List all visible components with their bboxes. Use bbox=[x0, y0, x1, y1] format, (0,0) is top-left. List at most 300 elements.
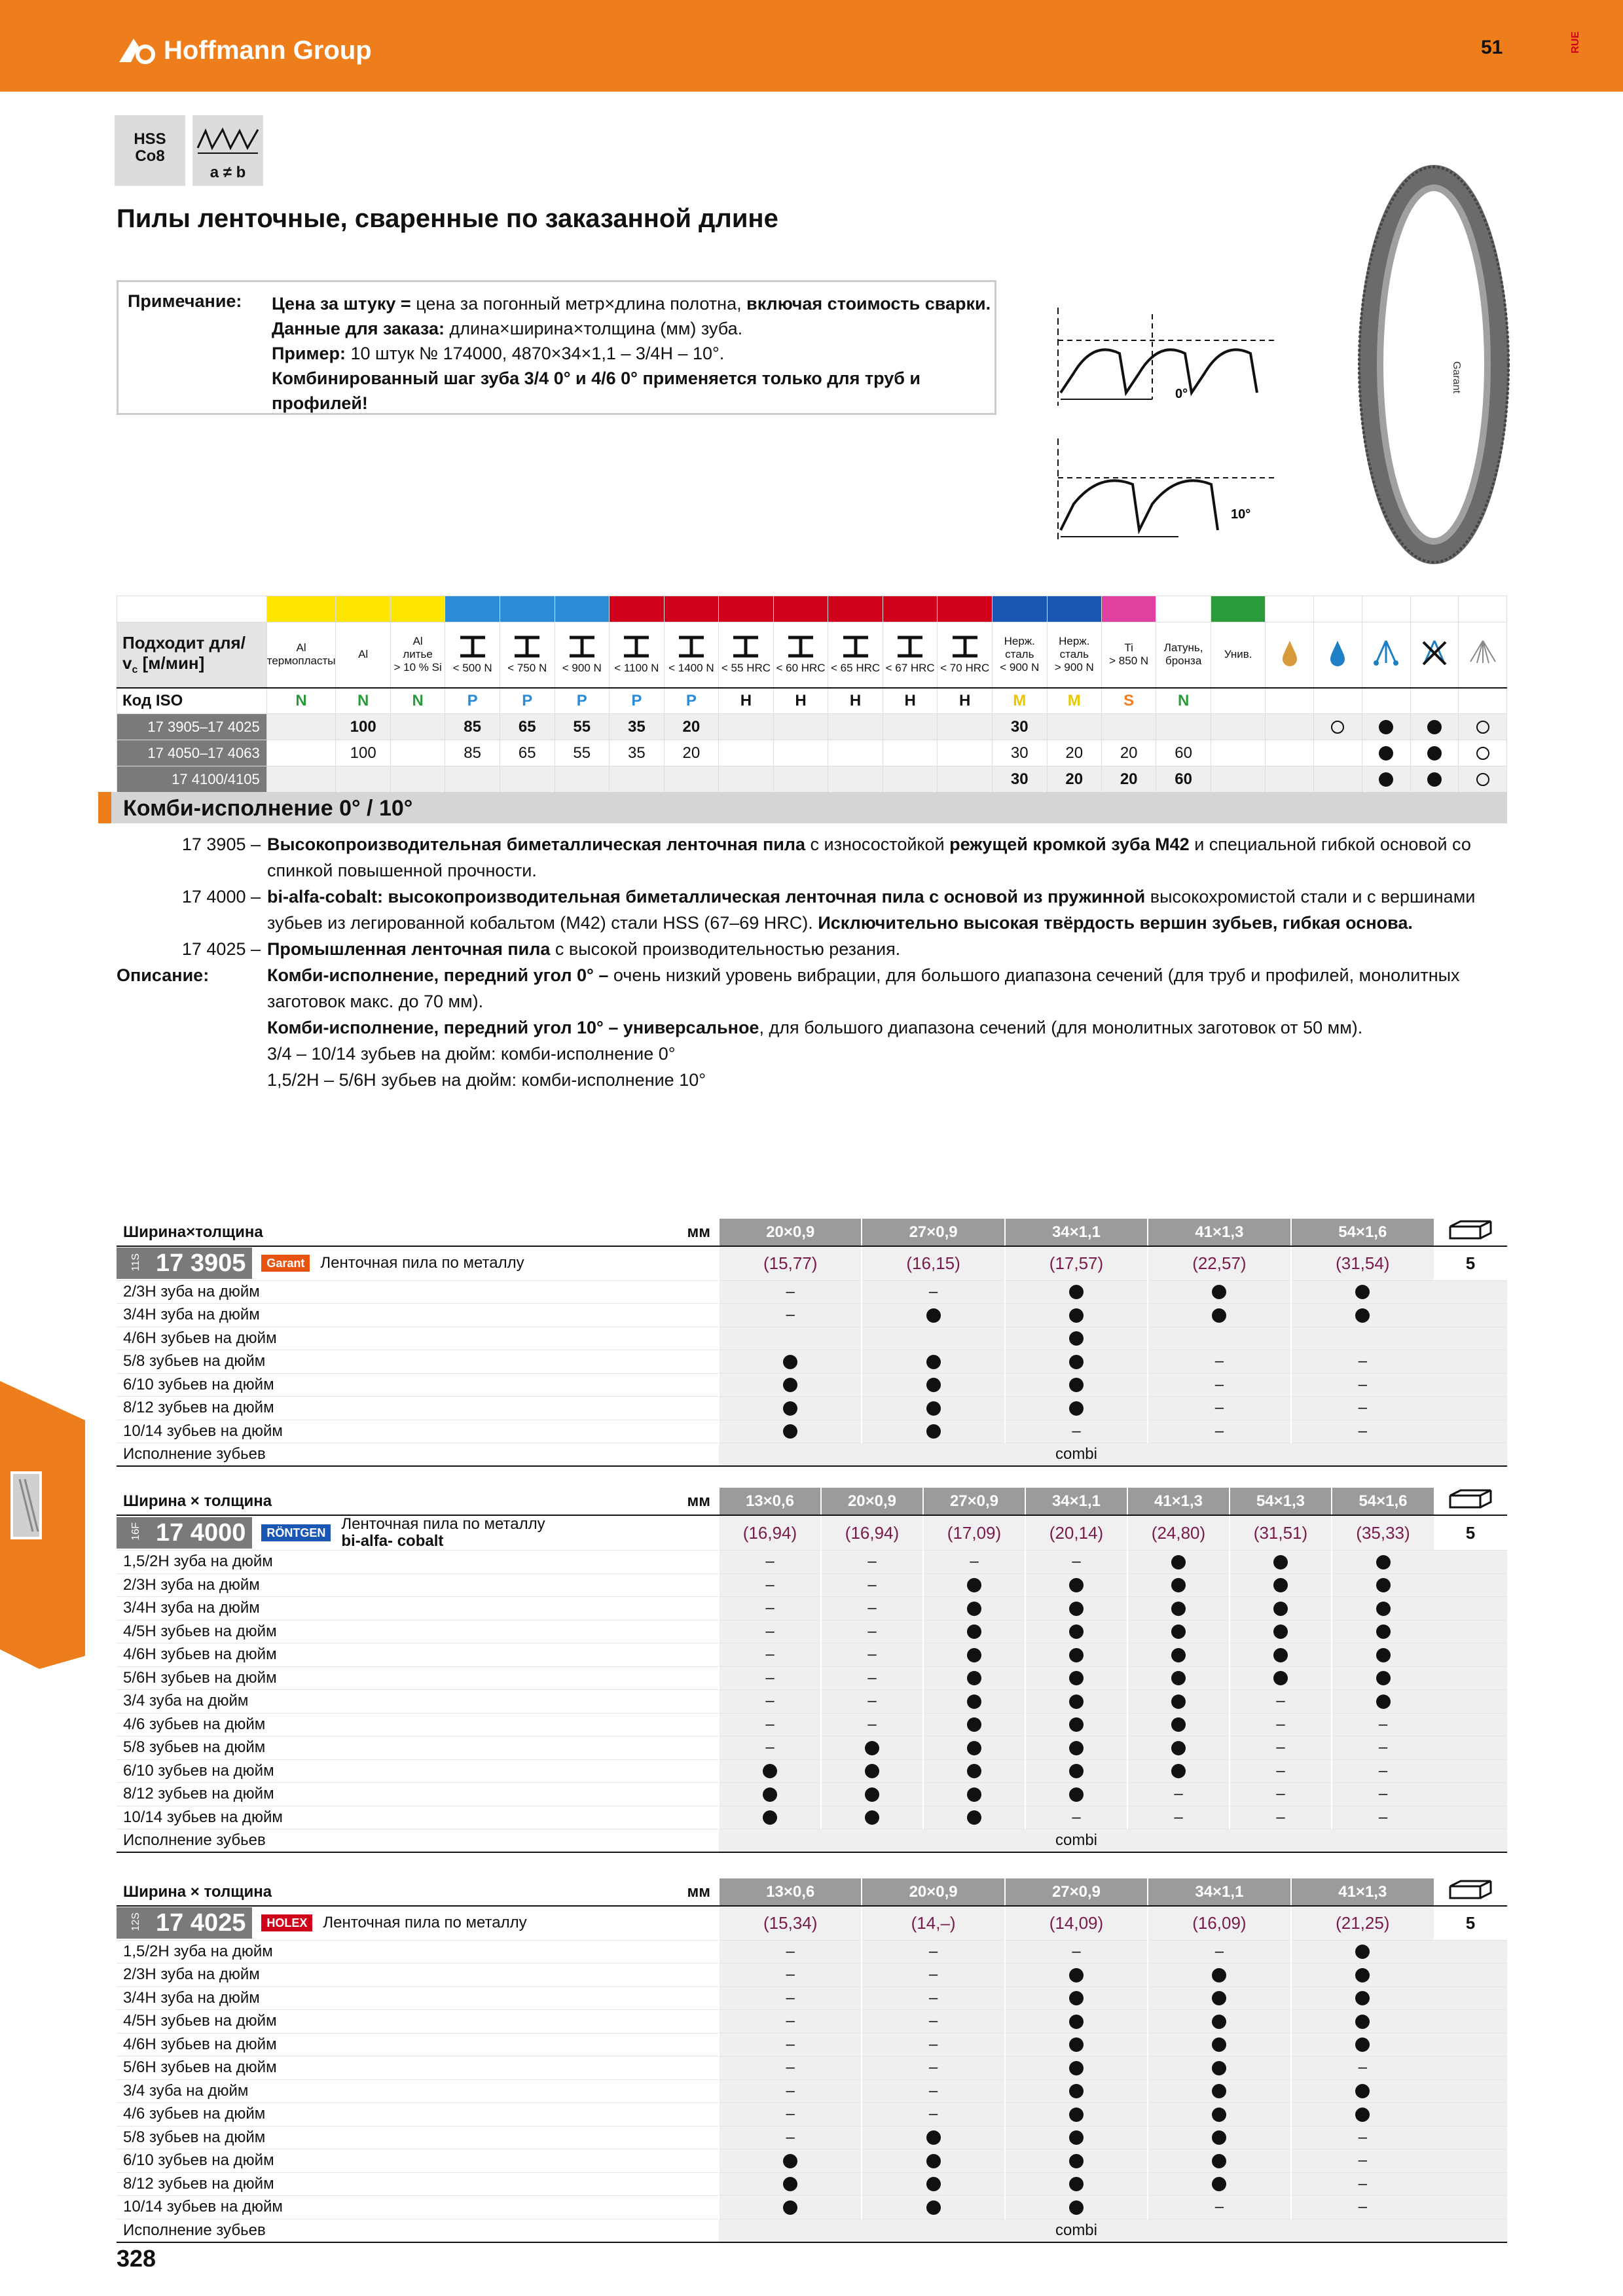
availability-cell: – bbox=[923, 1551, 1025, 1574]
filled-dot-icon bbox=[926, 1424, 941, 1439]
price-value: (16,09) bbox=[1148, 1906, 1290, 1940]
availability-cell bbox=[821, 1783, 923, 1806]
coolant-col-1 bbox=[1314, 622, 1362, 688]
bandsaw-blade-image bbox=[1355, 165, 1512, 564]
badge-line2: Co8 bbox=[135, 147, 165, 165]
tooth-pitch-label: 5/8 зубьев на дюйм bbox=[117, 1736, 719, 1760]
strip-cell bbox=[1314, 596, 1362, 622]
iso-code: H bbox=[883, 688, 938, 714]
note-l2b: длина×ширина×толщина (мм) зуба. bbox=[449, 319, 743, 338]
availability-cell bbox=[1127, 1690, 1230, 1713]
filled-dot-icon bbox=[1069, 2061, 1084, 2075]
availability-cell bbox=[1025, 1736, 1127, 1760]
availability-cell bbox=[1127, 1713, 1230, 1736]
profile-icon bbox=[566, 635, 598, 658]
material-col-17 bbox=[1211, 622, 1265, 688]
material-sub: литье bbox=[403, 648, 433, 661]
filled-dot-icon bbox=[783, 2154, 797, 2168]
filled-dot-icon bbox=[926, 2177, 941, 2191]
material-badge bbox=[115, 115, 185, 186]
mist-icon bbox=[1467, 637, 1499, 670]
application-table bbox=[117, 596, 1507, 793]
tooth-pitch-row bbox=[117, 1940, 1507, 1964]
availability-cell bbox=[1332, 1643, 1434, 1667]
tooth-pitch-label: 8/12 зубьев на дюйм bbox=[117, 1397, 719, 1420]
note-box bbox=[117, 280, 996, 415]
speed-value bbox=[390, 766, 445, 793]
tooth-pitch-label: 8/12 зубьев на дюйм bbox=[117, 2172, 719, 2196]
pack-empty bbox=[1434, 2033, 1507, 2056]
angle-10-label: 10° bbox=[1231, 507, 1251, 522]
availability-cell bbox=[821, 1759, 923, 1783]
filled-dot-icon bbox=[926, 2200, 941, 2215]
availability-cell bbox=[1148, 1986, 1290, 2010]
execution-value: combi bbox=[719, 1829, 1434, 1853]
availability-cell bbox=[1148, 2033, 1290, 2056]
speed-value bbox=[773, 740, 828, 766]
speed-value: 35 bbox=[610, 714, 665, 740]
filled-dot-icon bbox=[1212, 2015, 1226, 2029]
description-text bbox=[267, 962, 1511, 1014]
speed-value: 60 bbox=[1156, 766, 1211, 793]
page-number: 51 bbox=[1481, 37, 1503, 58]
filled-dot-icon bbox=[1069, 1308, 1084, 1323]
speed-value bbox=[883, 714, 938, 740]
page-title: Пилы ленточные, сваренные по заказанной длине bbox=[117, 204, 778, 233]
tooth-pitch-label: 5/6H зубьев на дюйм bbox=[117, 2056, 719, 2080]
availability-cell: – bbox=[719, 1643, 821, 1667]
availability-cell bbox=[1127, 1551, 1230, 1574]
strip-cell bbox=[555, 596, 610, 622]
filled-dot-icon bbox=[1212, 2130, 1226, 2145]
product-table-174000 bbox=[117, 1488, 1507, 1853]
blade-brand-label: Garant bbox=[1451, 361, 1462, 393]
profile-icon bbox=[675, 635, 708, 658]
iso-code: H bbox=[938, 688, 993, 714]
note-l1c: включая стоимость сварки. bbox=[746, 294, 991, 314]
filled-dot-icon bbox=[1171, 1741, 1186, 1755]
filled-dot-icon bbox=[1069, 2084, 1084, 2098]
filled-dot-icon bbox=[1355, 2015, 1370, 2029]
availability-cell bbox=[1230, 1620, 1332, 1643]
note-l3b: 10 штук № 174000, 4870×34×1,1 – 3/4H – 10°. bbox=[350, 344, 725, 363]
tooth-pitch-row bbox=[117, 1783, 1507, 1806]
filled-dot-icon bbox=[783, 1378, 797, 1392]
tooth-pitch-row bbox=[117, 1327, 1507, 1350]
execution-label: Исполнение зубьев bbox=[117, 1829, 719, 1853]
availability-cell bbox=[719, 2172, 862, 2196]
availability-cell bbox=[1148, 1327, 1290, 1350]
description-fragment: с износостойкой bbox=[810, 834, 950, 854]
size-value: 20×0,9 bbox=[719, 1219, 862, 1246]
availability-cell bbox=[1025, 1643, 1127, 1667]
availability-cell: – bbox=[719, 1280, 862, 1304]
open-dot-icon bbox=[1476, 721, 1489, 734]
material-col-1 bbox=[336, 622, 390, 688]
filled-dot-icon bbox=[1427, 720, 1442, 734]
availability-cell: – bbox=[862, 2103, 1004, 2126]
availability-cell bbox=[862, 1373, 1004, 1397]
description-row bbox=[117, 936, 1511, 962]
tooth-pitch-row bbox=[117, 2056, 1507, 2080]
availability-cell bbox=[1127, 1597, 1230, 1621]
pack-empty bbox=[1434, 2196, 1507, 2219]
availability-cell: – bbox=[821, 1597, 923, 1621]
availability-cell: – bbox=[719, 1573, 821, 1597]
description-fragment: и специальной гибкой основой со спинкой повышенной прочности. bbox=[267, 834, 1471, 880]
speed-value: 65 bbox=[500, 740, 555, 766]
angle-0-label: 0° bbox=[1175, 387, 1188, 401]
filled-dot-icon bbox=[1069, 1717, 1084, 1732]
iso-code: P bbox=[610, 688, 665, 714]
availability-cell: – bbox=[1291, 1373, 1434, 1397]
article-range: 17 4050–17 4063 bbox=[117, 740, 267, 766]
availability-cell: – bbox=[1291, 1350, 1434, 1374]
availability-cell: – bbox=[1291, 1397, 1434, 1420]
filled-dot-icon bbox=[1355, 1945, 1370, 1959]
size-value: 41×1,3 bbox=[1291, 1878, 1434, 1906]
filled-dot-icon bbox=[1171, 1671, 1186, 1685]
filled-dot-icon bbox=[1212, 1285, 1226, 1299]
availability-cell bbox=[923, 1597, 1025, 1621]
tooth-pitch-label: 10/14 зубьев на дюйм bbox=[117, 2196, 719, 2219]
availability-cell bbox=[1291, 1964, 1434, 1987]
description-fragment: режущей кромкой зуба M42 bbox=[949, 834, 1195, 854]
availability-cell bbox=[1148, 1964, 1290, 1987]
product-name-line1: Ленточная пила по металлу bbox=[323, 1914, 527, 1932]
strip-cell bbox=[664, 596, 719, 622]
availability-cell bbox=[821, 1736, 923, 1760]
filled-dot-icon bbox=[865, 1741, 879, 1755]
availability-cell: – bbox=[1291, 2196, 1434, 2219]
tooth-pitch-label: 2/3H зуба на дюйм bbox=[117, 1573, 719, 1597]
product-row bbox=[117, 1515, 1507, 1551]
pack-empty bbox=[1434, 1397, 1507, 1420]
dry-cut-icon bbox=[1418, 637, 1451, 670]
material-name: Al bbox=[358, 648, 369, 661]
material-strength: > 900 N bbox=[1054, 661, 1094, 674]
size-head-row bbox=[117, 1488, 1507, 1515]
pack-empty bbox=[1434, 2149, 1507, 2173]
iso-code: S bbox=[1102, 688, 1156, 714]
coolant-suit bbox=[1410, 714, 1459, 740]
pack-quantity: 5 bbox=[1434, 1906, 1507, 1940]
tooth-pitch-label: a ≠ b bbox=[210, 164, 246, 181]
tooth-pitch-label: 4/6H зубьев на дюйм bbox=[117, 1643, 719, 1667]
availability-cell bbox=[1005, 1280, 1148, 1304]
speed-value: 30 bbox=[993, 714, 1048, 740]
tooth-pitch-label: 3/4H зуба на дюйм bbox=[117, 1597, 719, 1621]
product-name bbox=[323, 1914, 526, 1931]
filled-dot-icon bbox=[1355, 1968, 1370, 1982]
note-l2a: Данные для заказа: bbox=[272, 319, 450, 338]
speed-value bbox=[1211, 714, 1265, 740]
filled-dot-icon bbox=[783, 1401, 797, 1416]
size-head-row bbox=[117, 1219, 1507, 1246]
iso-empty bbox=[1266, 688, 1314, 714]
availability-cell bbox=[923, 1806, 1025, 1829]
description-fragment: Промышленная ленточная пила bbox=[267, 939, 555, 959]
availability-cell bbox=[1332, 1597, 1434, 1621]
product-name bbox=[320, 1255, 524, 1272]
package-icon bbox=[1448, 1488, 1493, 1510]
availability-cell: – bbox=[862, 2033, 1004, 2056]
availability-cell: – bbox=[1148, 1397, 1290, 1420]
tooth-pitch-label: 1,5/2H зуба на дюйм bbox=[117, 1940, 719, 1964]
availability-cell: – bbox=[1127, 1783, 1230, 1806]
availability-cell bbox=[719, 1397, 862, 1420]
brand-name: Hoffmann Group bbox=[164, 35, 372, 65]
description-text bbox=[267, 884, 1511, 936]
availability-cell bbox=[1127, 1736, 1230, 1760]
note-l1a: Цена за штуку = bbox=[272, 294, 416, 314]
tooth-pitch-row bbox=[117, 1373, 1507, 1397]
open-dot-icon bbox=[1476, 747, 1489, 760]
tooth-pitch-label: 6/10 зубьев на дюйм bbox=[117, 1759, 719, 1783]
filled-dot-icon bbox=[1355, 1285, 1370, 1299]
speed-value: 30 bbox=[993, 740, 1048, 766]
availability-cell: – bbox=[1230, 1713, 1332, 1736]
availability-cell bbox=[1291, 2010, 1434, 2034]
filled-dot-icon bbox=[1355, 1308, 1370, 1323]
filled-dot-icon bbox=[1212, 2177, 1226, 2191]
size-head-text: Ширина × толщина bbox=[123, 1492, 272, 1510]
tooth-pitch-label: 8/12 зубьев на дюйм bbox=[117, 1783, 719, 1806]
section-accent bbox=[98, 792, 111, 823]
availability-cell bbox=[1025, 1597, 1127, 1621]
speed-value: 20 bbox=[1047, 740, 1102, 766]
material-name: Унив. bbox=[1224, 648, 1252, 661]
speed-value: 20 bbox=[664, 740, 719, 766]
availability-cell bbox=[1148, 2056, 1290, 2080]
filled-dot-icon bbox=[967, 1602, 981, 1616]
filled-dot-icon bbox=[1212, 1308, 1226, 1323]
open-dot-icon bbox=[1331, 721, 1344, 734]
strip-cell bbox=[938, 596, 993, 622]
filled-dot-icon bbox=[1069, 2154, 1084, 2168]
availability-cell bbox=[923, 1736, 1025, 1760]
filled-dot-icon bbox=[1376, 1578, 1391, 1592]
filled-dot-icon bbox=[1212, 2108, 1226, 2122]
availability-cell bbox=[1025, 1666, 1127, 1690]
size-head-row bbox=[117, 1878, 1507, 1906]
availability-cell bbox=[1230, 1597, 1332, 1621]
article-range: 17 4100/4105 bbox=[117, 766, 267, 793]
pack-empty bbox=[1434, 2010, 1507, 2034]
unit-label: мм bbox=[687, 1882, 711, 1901]
description-fragment: Комби-исполнение, передний угол 10° – универсальное bbox=[267, 1018, 759, 1037]
availability-cell bbox=[1148, 2126, 1290, 2149]
size-value: 20×0,9 bbox=[862, 1878, 1004, 1906]
availability-cell: – bbox=[1025, 1551, 1127, 1574]
description-text bbox=[267, 831, 1511, 884]
availability-cell bbox=[1005, 1304, 1148, 1327]
tooth-pitch-badge bbox=[192, 115, 263, 186]
iso-code: P bbox=[445, 688, 500, 714]
availability-cell: – bbox=[1332, 1736, 1434, 1760]
application-row bbox=[117, 766, 1507, 793]
speed-value: 60 bbox=[1156, 740, 1211, 766]
availability-cell bbox=[719, 2149, 862, 2173]
speed-value bbox=[719, 714, 774, 740]
material-col-11 bbox=[883, 622, 938, 688]
execution-row bbox=[117, 1829, 1507, 1853]
material-sub: сталь bbox=[1005, 648, 1034, 661]
unit-label: мм bbox=[687, 1492, 710, 1510]
size-head-label bbox=[117, 1219, 719, 1246]
application-row bbox=[117, 740, 1507, 766]
filled-dot-icon bbox=[1069, 1648, 1084, 1662]
availability-cell: – bbox=[1005, 1420, 1148, 1443]
size-value: 20×0,9 bbox=[821, 1488, 923, 1515]
availability-cell bbox=[1148, 2079, 1290, 2103]
availability-cell: – bbox=[1127, 1806, 1230, 1829]
tooth-pitch-row bbox=[117, 2126, 1507, 2149]
material-sub: сталь bbox=[1059, 648, 1089, 661]
coolant-suit bbox=[1362, 740, 1410, 766]
description-fragment: , для большого диапазона сечений (для монолитных заготовок от 50 мм). 3/4 – 10/14 зубьев на дюйм: комби-исполнение 0° 1,5/2H – 5/6H зубьев на дюйм: комби-исполнение 10° bbox=[267, 1018, 1363, 1090]
filled-dot-icon bbox=[1379, 720, 1393, 734]
fits-label: Подходит для/ bbox=[122, 633, 246, 653]
tooth-pitch-row bbox=[117, 1420, 1507, 1443]
coolant-suit bbox=[1410, 740, 1459, 766]
availability-cell: – bbox=[719, 1666, 821, 1690]
price-value: (22,57) bbox=[1148, 1246, 1290, 1280]
filled-dot-icon bbox=[1376, 1671, 1391, 1685]
tooth-pitch-row bbox=[117, 1986, 1507, 2010]
availability-cell bbox=[1005, 2196, 1148, 2219]
filled-dot-icon bbox=[783, 1355, 797, 1369]
availability-cell bbox=[1005, 1986, 1148, 2010]
tooth-pitch-row bbox=[117, 2172, 1507, 2196]
material-name: Нерж. bbox=[1059, 635, 1090, 648]
material-sub: термопласты bbox=[266, 655, 336, 668]
tooth-pitch-row bbox=[117, 2196, 1507, 2219]
tooth-pitch-label: 2/3H зуба на дюйм bbox=[117, 1964, 719, 1987]
speed-value bbox=[1211, 740, 1265, 766]
description-fragment: bi-alfa-cobalt: высокопроизводительная биметаллическая ленточная пила с основой из пружинной bbox=[267, 887, 1150, 906]
strip-cell bbox=[336, 596, 390, 622]
article-number: 11S 17 3905 bbox=[117, 1247, 252, 1279]
availability-cell bbox=[1230, 1573, 1332, 1597]
availability-cell bbox=[862, 1420, 1004, 1443]
pack-empty bbox=[1434, 1597, 1507, 1621]
availability-cell bbox=[862, 1327, 1004, 1350]
material-col-16 bbox=[1156, 622, 1211, 688]
tooth-pitch-row bbox=[117, 2079, 1507, 2103]
filled-dot-icon bbox=[1069, 2015, 1084, 2029]
material-head-row bbox=[117, 622, 1507, 688]
material-col-3 bbox=[445, 622, 500, 688]
availability-cell bbox=[1025, 1690, 1127, 1713]
product-grid bbox=[117, 1488, 1507, 1853]
description-text bbox=[267, 936, 1511, 962]
filled-dot-icon bbox=[1069, 1968, 1084, 1982]
emulsion-drop-icon bbox=[1321, 637, 1354, 670]
tooth-pitch-label: 3/4 зуба на дюйм bbox=[117, 1690, 719, 1713]
pack-empty bbox=[1434, 1759, 1507, 1783]
availability-cell bbox=[862, 2149, 1004, 2173]
size-value: 54×1,3 bbox=[1230, 1488, 1332, 1515]
filled-dot-icon bbox=[1273, 1578, 1288, 1592]
availability-cell bbox=[1025, 1713, 1127, 1736]
variable-pitch-icon bbox=[192, 115, 263, 161]
tooth-pitch-label: 1,5/2H зуба на дюйм bbox=[117, 1551, 719, 1574]
filled-dot-icon bbox=[967, 1648, 981, 1662]
availability-cell bbox=[1291, 1304, 1434, 1327]
pack-quantity: 5 bbox=[1434, 1246, 1507, 1280]
availability-cell bbox=[1291, 1940, 1434, 1964]
description-fragment: высокохромистой стали и с вершинами зубьев из легированной кобальтом (M42) стали HSS (67–69 HRC). bbox=[267, 887, 1476, 933]
tooth-pitch-row bbox=[117, 2103, 1507, 2126]
pack-empty bbox=[1434, 1573, 1507, 1597]
material-col-8 bbox=[719, 622, 774, 688]
size-value: 13×0,6 bbox=[719, 1878, 862, 1906]
hoffmann-logo-icon bbox=[117, 36, 158, 65]
vc-sub: c bbox=[132, 664, 138, 676]
iso-code: N bbox=[1156, 688, 1211, 714]
iso-empty bbox=[1362, 688, 1410, 714]
availability-cell bbox=[923, 1643, 1025, 1667]
availability-cell: – bbox=[821, 1666, 923, 1690]
article-prefix: 11S bbox=[130, 1253, 141, 1272]
size-head-text: Ширина × толщина bbox=[123, 1882, 272, 1901]
filled-dot-icon bbox=[1069, 1741, 1084, 1755]
filled-dot-icon bbox=[1376, 1648, 1391, 1662]
material-col-13 bbox=[993, 622, 1048, 688]
speed-value bbox=[938, 714, 993, 740]
filled-dot-icon bbox=[967, 1671, 981, 1685]
availability-cell: – bbox=[1230, 1759, 1332, 1783]
article-prefix: 16F bbox=[130, 1522, 141, 1541]
size-head-label bbox=[117, 1878, 719, 1906]
availability-cell bbox=[1230, 1551, 1332, 1574]
tooth-pitch-label: 3/4H зуба на дюйм bbox=[117, 1304, 719, 1327]
tooth-pitch-row bbox=[117, 2149, 1507, 2173]
strip-cell bbox=[1047, 596, 1102, 622]
availability-cell bbox=[923, 1759, 1025, 1783]
availability-cell: – bbox=[719, 1620, 821, 1643]
head-label bbox=[117, 622, 267, 688]
speed-value bbox=[664, 766, 719, 793]
profile-icon bbox=[894, 635, 926, 658]
strip-cell bbox=[773, 596, 828, 622]
availability-cell bbox=[719, 1373, 862, 1397]
price-value: (17,09) bbox=[923, 1515, 1025, 1551]
pack-empty bbox=[1434, 1964, 1507, 1987]
size-value: 34×1,1 bbox=[1005, 1219, 1148, 1246]
availability-cell bbox=[1230, 1666, 1332, 1690]
execution-label: Исполнение зубьев bbox=[117, 1443, 719, 1467]
product-name-line2: bi-alfa- cobalt bbox=[341, 1532, 444, 1550]
availability-cell bbox=[1005, 1350, 1148, 1374]
execution-row bbox=[117, 1443, 1507, 1467]
availability-cell bbox=[1025, 1783, 1127, 1806]
availability-cell: – bbox=[719, 2079, 862, 2103]
article-prefix: 12S bbox=[130, 1912, 141, 1931]
material-strength: < 750 N bbox=[507, 661, 547, 674]
speed-value: 85 bbox=[445, 714, 500, 740]
unit-label: мм bbox=[687, 1223, 711, 1241]
availability-cell bbox=[862, 2172, 1004, 2196]
availability-cell: – bbox=[1332, 1783, 1434, 1806]
availability-cell: – bbox=[1230, 1783, 1332, 1806]
description-fragment: с высокой производительностью резания. bbox=[555, 939, 901, 959]
note-l3a: Пример: bbox=[272, 344, 351, 363]
availability-cell bbox=[719, 2196, 862, 2219]
availability-cell: – bbox=[862, 2079, 1004, 2103]
filled-dot-icon bbox=[1171, 1578, 1186, 1592]
